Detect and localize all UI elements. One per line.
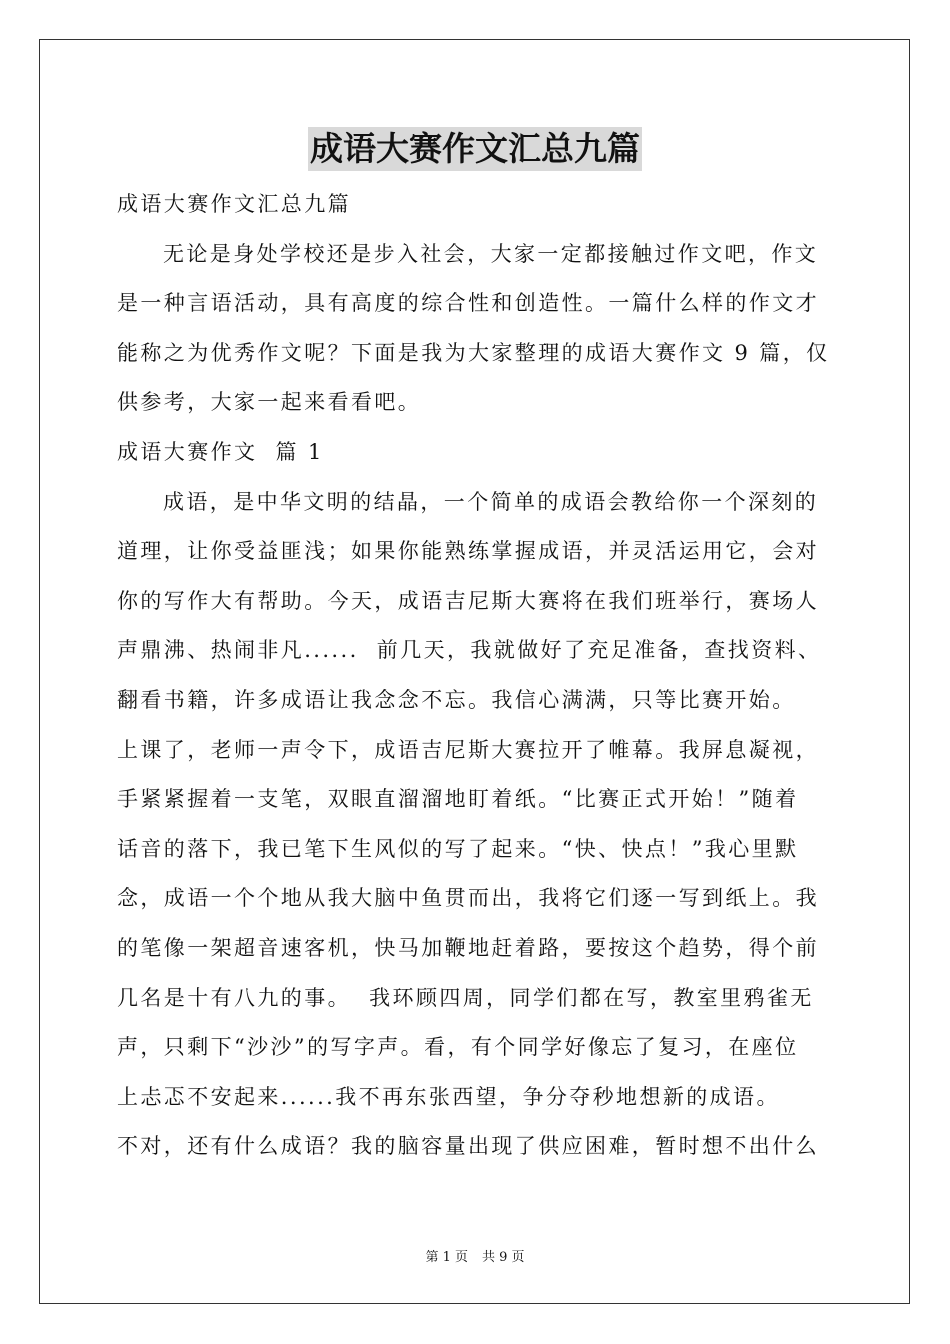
page-footer: [0, 1246, 950, 1265]
paragraph-line: 声，只剩下“沙沙”的写字声。看，有个同学好像忘了复习，在座位: [117, 1035, 799, 1060]
paragraph-line: 能称之为优秀作文呢？下面是我为大家整理的成语大赛作文 9 篇，仅: [117, 340, 830, 365]
document-title: 成语大赛作文汇总九篇: [308, 127, 642, 171]
page-total: 共 9 页: [482, 1250, 525, 1265]
paragraph-line: 不对，还有什么成语？我的脑容量出现了供应困难，暂时想不出什么: [117, 1134, 819, 1159]
document-body: [117, 180, 835, 1172]
title-area: [0, 127, 950, 171]
paragraph-line: 翻看书籍，许多成语让我念念不忘。我信心满满，只等比赛开始。: [117, 687, 796, 712]
paragraph-line: 手紧紧握着一支笔，双眼直溜溜地盯着纸。“比赛正式开始！”随着: [117, 787, 799, 812]
paragraph-line: 上忐忑不安起来......我不再东张西望，争分夺秒地想新的成语。: [117, 1084, 780, 1109]
paragraph-line: 话音的落下，我已笔下生风似的写了起来。“快、快点！”我心里默: [117, 836, 799, 861]
paragraph-line: 你的写作大有帮助。今天，成语吉尼斯大赛将在我们班举行，赛场人: [117, 588, 819, 613]
paragraph-line: 上课了，老师一声令下，成语吉尼斯大赛拉开了帷幕。我屏息凝视，: [117, 737, 819, 762]
subtitle-line: 成语大赛作文汇总九篇: [117, 192, 351, 216]
paragraph-line: 念，成语一个个地从我大脑中鱼贯而出，我将它们逐一写到纸上。我: [117, 886, 819, 911]
paragraph-line: 的笔像一架超音速客机，快马加鞭地赶着路，要按这个趋势，得个前: [117, 935, 819, 960]
paragraph-line: 声鼎沸、热闹非凡...... 前几天，我就做好了充足准备，查找资料、: [117, 638, 822, 663]
paragraph-line: 道理，让你受益匪浅；如果你能熟练掌握成语，并灵活运用它，会对: [117, 539, 819, 564]
paragraph-line: 是一种言语活动，具有高度的综合性和创造性。一篇什么样的作文才: [117, 291, 819, 316]
paragraph-line: 供参考，大家一起来看看吧。: [117, 390, 422, 415]
paragraph-line: 成语，是中华文明的结晶，一个简单的成语会教给你一个深刻的: [163, 489, 819, 514]
paragraph-line: 几名是十有八九的事。 我环顾四周，同学们都在写，教室里鸦雀无: [117, 985, 814, 1010]
page-number: 第 1 页: [425, 1250, 468, 1265]
section-heading: 成语大赛作文 篇 1: [117, 439, 324, 464]
paragraph-line: 无论是身处学校还是步入社会，大家一定都接触过作文吧，作文: [163, 241, 819, 266]
